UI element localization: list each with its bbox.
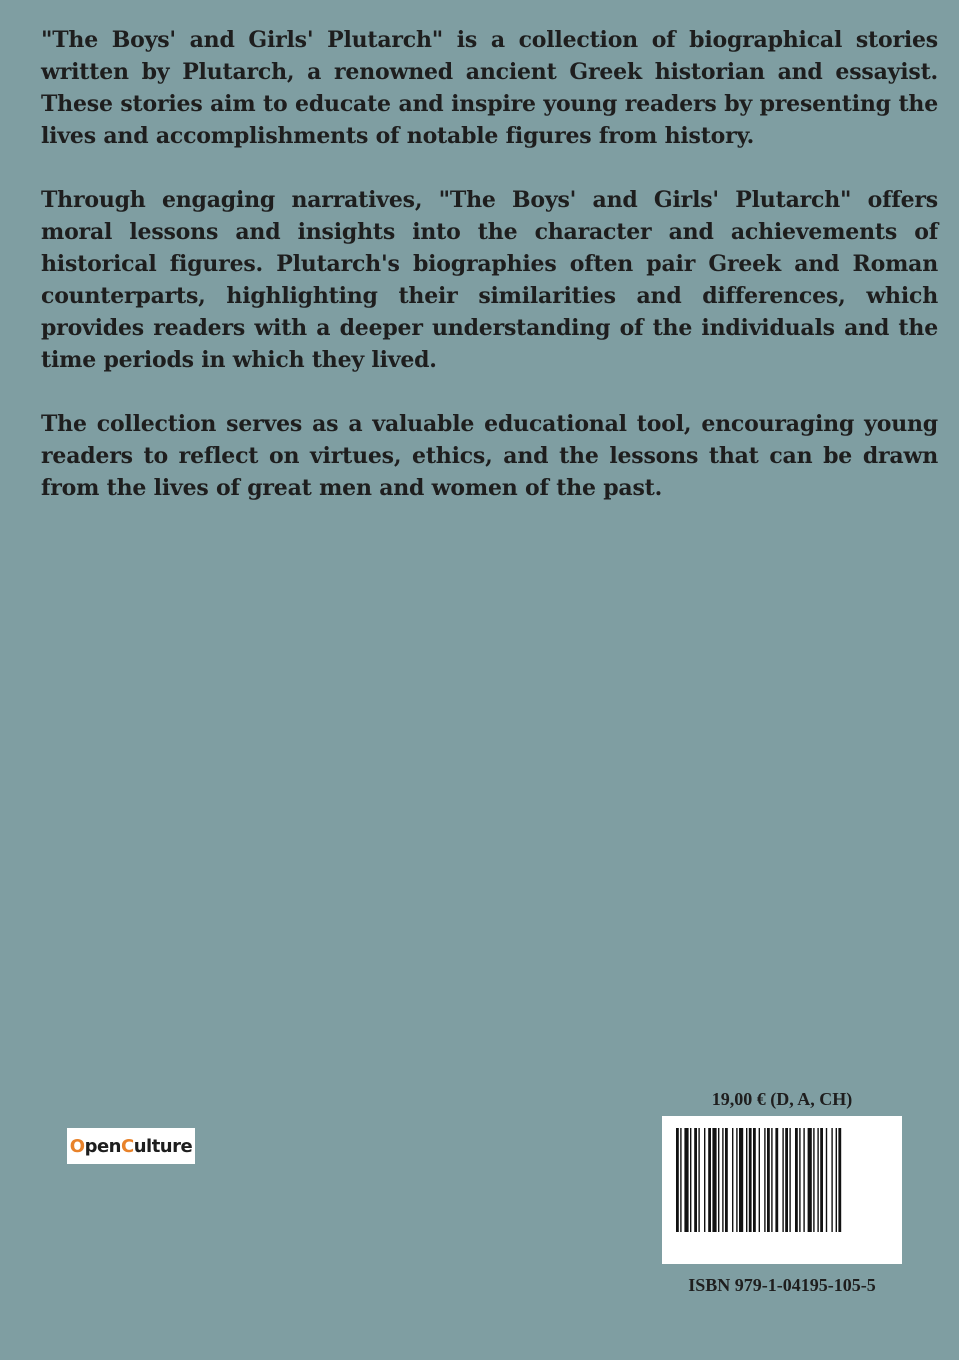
barcode-bar: [817, 1128, 818, 1232]
back-cover-description: [41, 24, 938, 536]
publisher-logo: [67, 1128, 195, 1164]
barcode-bar: [831, 1128, 832, 1232]
barcode-bar: [759, 1128, 760, 1232]
barcode-bar: [712, 1128, 716, 1232]
barcode-bar: [698, 1128, 699, 1232]
barcode-bar: [789, 1128, 790, 1232]
barcode-bar: [736, 1128, 737, 1232]
barcode-bar: [753, 1128, 756, 1232]
price-label: 19,00 € (D, A, CH): [711, 1089, 853, 1109]
logo-letter-o: O: [69, 1135, 85, 1157]
barcode-bar: [676, 1128, 679, 1232]
barcode-bars: [674, 1128, 890, 1248]
barcode-bar: [826, 1128, 827, 1232]
barcode-bar: [799, 1128, 800, 1232]
barcode-bar: [708, 1128, 711, 1232]
barcode-bar: [694, 1128, 697, 1232]
barcode-bar: [771, 1128, 772, 1232]
barcode-bar: [775, 1128, 778, 1232]
barcode-bar: [782, 1128, 783, 1232]
barcode-bar: [722, 1128, 723, 1232]
logo-text-pen: pen: [84, 1135, 121, 1157]
barcode-bar: [684, 1128, 688, 1232]
barcode-bar: [739, 1128, 743, 1232]
barcode-bar: [785, 1128, 788, 1232]
barcode-bar: [813, 1128, 814, 1232]
barcode-bar: [732, 1128, 733, 1232]
description-paragraph-1: "The Boys' and Girls' Plutarch" is a collection of biographical stories written by Plutarch, a renowned ancient Greek historian and essayist. These stories aim to educate and inspire young readers by presenting the lives and accomplishments of notable figures from history.: [41, 27, 938, 149]
barcode-bar: [808, 1128, 812, 1232]
barcode-bar: [764, 1128, 765, 1232]
barcode-bar: [767, 1128, 770, 1232]
barcode-bar: [690, 1128, 691, 1232]
barcode-bar: [838, 1128, 841, 1232]
barcode-bar: [704, 1128, 705, 1232]
logo-letter-c: C: [121, 1135, 134, 1157]
description-paragraph-3: The collection serves as a valuable educational tool, encouraging young readers to reflect on virtues, ethics, and the lessons that can be drawn from the lives of great men and women of the past.: [41, 411, 938, 501]
barcode-bar: [803, 1128, 804, 1232]
barcode-bar: [680, 1128, 681, 1232]
barcode-bar: [749, 1128, 752, 1232]
barcode-bar: [836, 1128, 837, 1232]
barcode-bar: [718, 1128, 719, 1232]
isbn-label: ISBN 979-1-04195-105-5: [688, 1275, 876, 1295]
logo-text-ulture: ulture: [133, 1135, 193, 1157]
barcode: [662, 1116, 902, 1264]
barcode-bar: [820, 1128, 823, 1232]
barcode-bar: [725, 1128, 728, 1232]
barcode-bar: [795, 1128, 798, 1232]
description-paragraph-2: Through engaging narratives, "The Boys' and Girls' Plutarch" offers moral lessons and insights into the character and achievements of historical figures. Plutarch's biographies often pair Greek and Roman counterparts, highlighting their similarities and differences, which provides readers with a deeper understanding of the individuals and the time periods in which they lived.: [41, 187, 938, 373]
barcode-bar: [746, 1128, 747, 1232]
